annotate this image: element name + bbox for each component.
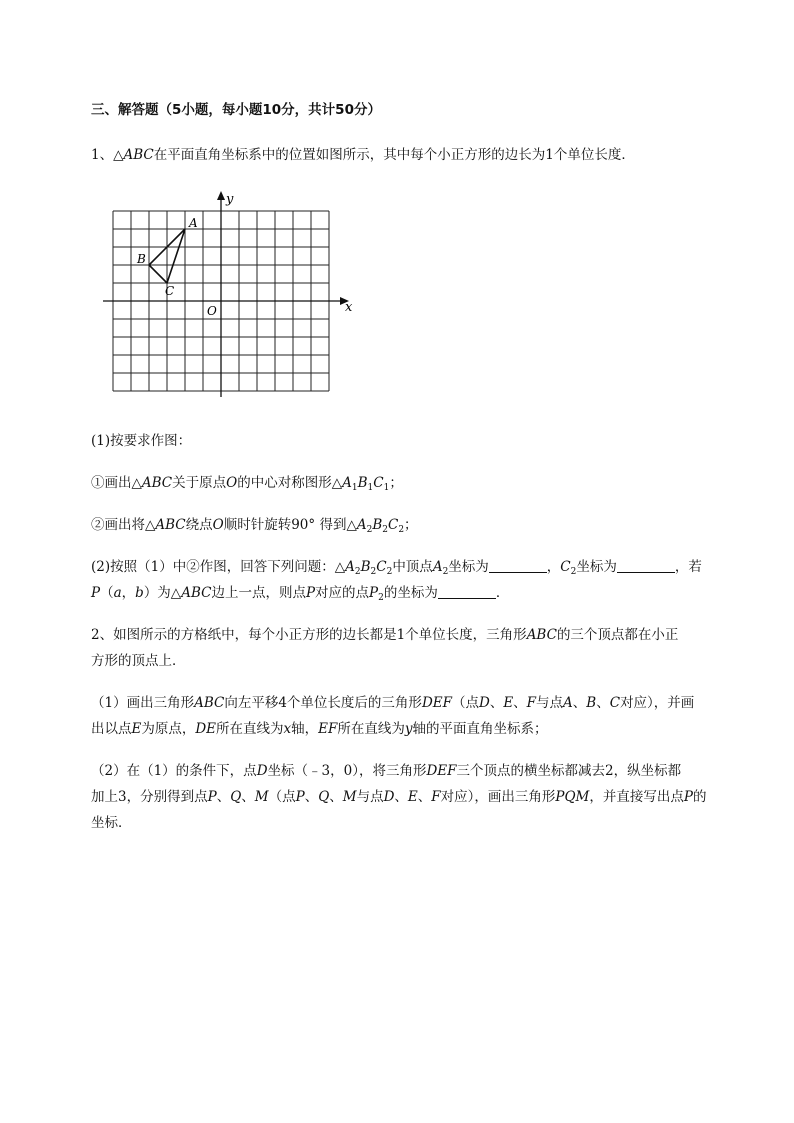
q2-part2-line3: 坐标． [91, 815, 132, 831]
section-title: 三、解答题（5小题，每小题10分，共计50分） [91, 102, 381, 118]
label-a: A [189, 216, 198, 230]
q2-part1-line1: （1）画出三角形ABC向左平移4个单位长度后的三角形DEF（点D、E、F与点A、B、C对应），并画 [91, 695, 695, 711]
y-axis-arrow-icon [217, 191, 225, 200]
label-b: B [137, 252, 146, 266]
q2-intro-line1: 2、如图所示的方格纸中，每个小正方形的边长都是1个单位长度，三角形ABC的三个顶点都在小正 [91, 627, 679, 643]
axes [103, 191, 349, 397]
x-axis-label: x [345, 300, 353, 315]
q1-part1-head: (1)按要求作图： [91, 433, 192, 449]
q1-part1-a: ①画出△ABC关于原点O的中心对称图形$\triangle A_1B_1C_1$； [91, 475, 403, 493]
q1-part1-b: ②画出将△ABC绕点O顺时针旋转90° 得到$\triangle A_2B_2C_2$； [91, 517, 418, 535]
y-axis-label: y [226, 192, 234, 207]
q1-part2-line1: (2)按照（1）中②作图，回答下列问题：$\triangle A_2B_2C_2$中顶点$A_2$坐标为 ，$C_2$坐标为 ，若 [91, 559, 702, 577]
q2-intro-line2: 方形的顶点上． [91, 653, 186, 669]
answer-blank[interactable] [617, 559, 675, 573]
coordinate-grid-figure [98, 184, 360, 402]
q2-part2-line1: （2）在（1）的条件下，点D坐标（﹣3，0），将三角形DEF三个顶点的横坐标都减去2，纵坐标都 [91, 763, 682, 779]
answer-blank[interactable] [438, 585, 496, 599]
q2-part2-line2: 加上3，分别得到点P、Q、M（点P、Q、M与点D、E、F对应），画出三角形PQM，并直接写出点P的 [91, 789, 707, 805]
q1-intro: 1、△ABC在平面直角坐标系中的位置如图所示，其中每个小正方形的边长为1个单位长度． [91, 147, 635, 163]
label-c: C [165, 284, 175, 298]
q1-part2-line2: P（a，b）为△ABC边上一点，则点P对应的点$P_2$的坐标为 ． [91, 585, 510, 603]
q2-part1-line2: 出以点E为原点，DE所在直线为x轴，EF所在直线为y轴的平面直角坐标系； [91, 721, 548, 737]
answer-blank[interactable] [489, 559, 547, 573]
origin-label: O [207, 304, 217, 318]
